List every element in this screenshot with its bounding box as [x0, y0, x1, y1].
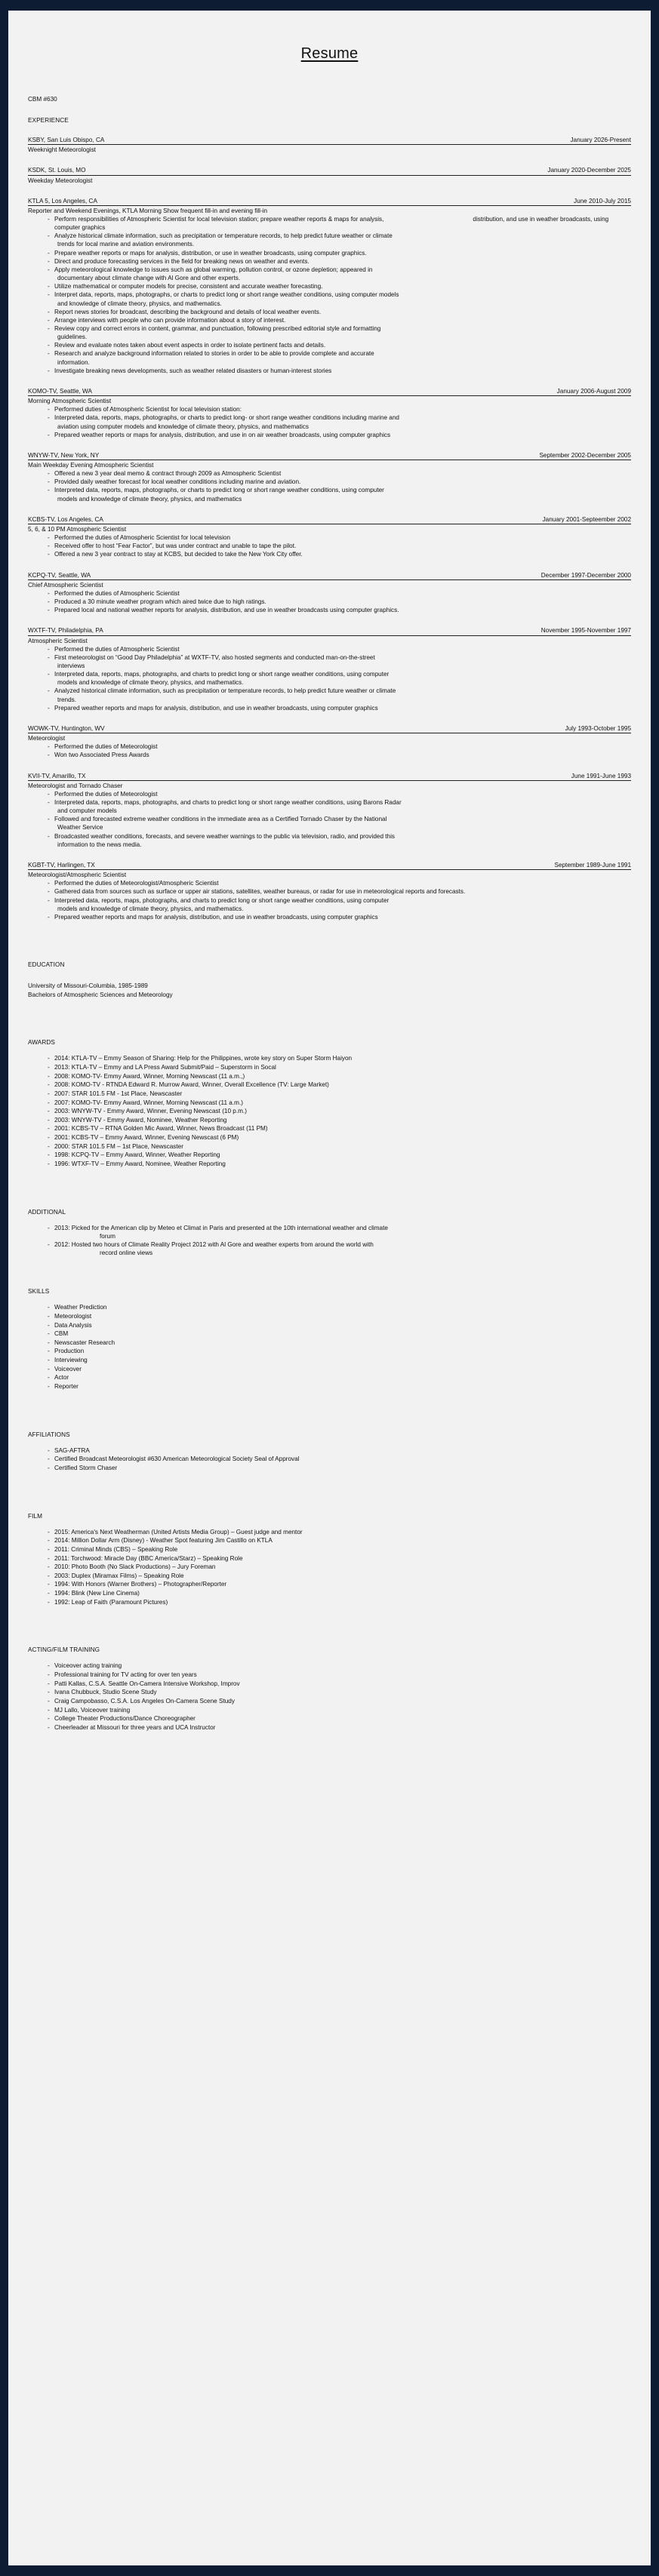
experience-header	[28, 773, 631, 781]
bullet-text: Offered a new 3 year contract to stay at KCBS, but decided to take the New York City offer.	[54, 551, 303, 558]
award-item: - 2014: KTLA-TV – Emmy Season of Sharing: Help for the Philippines, wrote key story on Super Storm Haiyon	[48, 1054, 631, 1063]
job-bullet	[48, 832, 631, 849]
bullet-text: Followed and forecasted extreme weather conditions in the immediate area as a Certified Tornado Chaser by the National	[54, 816, 387, 823]
skill-item: - Data Analysis	[48, 1321, 631, 1330]
award-item: - 2007: KOMO-TV- Emmy Award, Winner, Morning Newscast (11 a.m.)	[48, 1099, 631, 1108]
job-bullet-list	[28, 589, 631, 614]
skill-item: - CBM	[48, 1329, 631, 1339]
job-bullet	[48, 542, 631, 550]
employment-dates: July 1993-October 1995	[565, 724, 631, 732]
experience-entry	[28, 452, 631, 503]
experience-entry	[28, 627, 631, 712]
job-title: Reporter and Weekend Evenings, KTLA Morning Show frequent fill-in and evening fill-in	[28, 207, 268, 214]
experience-header	[28, 862, 631, 870]
employment-dates: June 1991-June 1993	[571, 772, 631, 779]
job-bullet	[48, 645, 631, 653]
job-bullet-list	[28, 645, 631, 712]
job-bullet	[48, 249, 631, 257]
employment-dates: December 1997-December 2000	[540, 571, 631, 579]
job-bullet	[48, 349, 631, 366]
award-item: - 2008: KOMO-TV - RTNDA Edward R. Murrow Award, Winner, Overall Excellence (TV: Large Market)	[48, 1081, 631, 1090]
experience-entry	[28, 572, 631, 615]
bullet-continuation: information.	[57, 358, 90, 366]
bullet-text: Performed the duties of Meteorologist/Atmospheric Scientist	[54, 880, 219, 887]
bullet-text: Received offer to host “Fear Factor”, but was under contract and unable to tape the pilot.	[54, 543, 297, 550]
skill-item: - Reporter	[48, 1382, 631, 1391]
experience-header	[28, 198, 631, 206]
job-title: Atmospheric Scientist	[28, 637, 88, 644]
bullet-text: Interpreted data, reports, maps, photographs, or charts to predict long or short range weather conditions, using computer	[54, 487, 384, 494]
employment-dates: September 2002-December 2005	[539, 451, 631, 459]
bullet-continuation: guidelines.	[57, 334, 88, 341]
bullet-text: Gathered data from sources such as surface or upper air stations, satellites, weather bureaus, or radar for use in meteorological reports and forecasts.	[54, 888, 466, 896]
job-bullet	[48, 670, 631, 687]
employer-name: KCBS-TV, Los Angeles, CA	[28, 515, 103, 523]
job-title: Main Weekday Evening Atmospheric Scientist	[28, 462, 154, 469]
film-item: - 2011: Torchwood: Miracle Day (BBC America/Starz) – Speaking Role	[48, 1554, 631, 1563]
additional-text: 2012: Hosted two hours of Climate Reality Project 2012 with Al Gore and weather experts from around the world with	[54, 1240, 374, 1248]
award-item: - 1996: WTXF-TV – Emmy Award, Nominee, Weather Reporting	[48, 1160, 631, 1169]
bullet-text: Arrange interviews with people who can provide information about a story of interest.	[54, 316, 286, 324]
award-item: - 2000: STAR 101.5 FM – 1st Place, Newscaster	[48, 1142, 631, 1151]
affiliation-item: - Certified Broadcast Meteorologist #630 American Meteorological Society Seal of Approval	[48, 1455, 631, 1464]
skill-item: - Newscaster Research	[48, 1339, 631, 1348]
education-block	[28, 982, 631, 999]
section-heading-affiliations: AFFILIATIONS	[28, 1431, 70, 1438]
bullet-text: Interpreted data, reports, maps, photographs, or charts to predict long- or short range weather conditions including marine and	[54, 414, 399, 422]
job-bullet	[48, 790, 631, 798]
job-bullet	[48, 316, 631, 324]
bullet-continuation: models and knowledge of climate theory, physics, and mathematics	[57, 495, 242, 503]
award-item: - 2001: KCBS-TV – RTNA Golden Mic Award, Winner, News Broadcast (11 PM)	[48, 1124, 631, 1133]
experience-entry	[28, 198, 631, 375]
additional-text: 2013: Picked for the American clip by Meteo et Climat in Paris and presented at the 10th international weather and climate	[54, 1224, 388, 1231]
page-title-text: Resume	[300, 45, 359, 62]
film-item: - 2003: Duplex (Miramax Films) – Speaking Role	[48, 1572, 631, 1581]
experience-header	[28, 516, 631, 524]
employer-name: KSDK, St. Louis, MO	[28, 167, 86, 174]
additional-continuation: record online views	[100, 1250, 153, 1257]
skill-item: - Weather Prediction	[48, 1303, 631, 1312]
skill-item: - Interviewing	[48, 1356, 631, 1365]
experience-header	[28, 627, 631, 635]
skill-item: - Meteorologist	[48, 1312, 631, 1321]
job-title: 5, 6, & 10 PM Atmospheric Scientist	[28, 526, 127, 533]
job-title: Morning Atmospheric Scientist	[28, 398, 112, 405]
employer-name: KTLA 5, Los Angeles, CA	[28, 197, 97, 204]
experience-entry	[28, 773, 631, 849]
experience-list	[28, 137, 631, 921]
job-bullet-list	[28, 879, 631, 921]
acting-training-item: - Voiceover acting training	[48, 1661, 631, 1671]
job-bullet	[48, 704, 631, 712]
employment-dates: January 2020-December 2025	[547, 167, 631, 174]
bullet-text: Utilize mathematical or computer models for precise, consistent and accurate weather forecasting.	[54, 283, 323, 290]
experience-header	[28, 725, 631, 733]
bullet-text: First meteorologist on “Good Day Philadelphia” at WXTF-TV, also hosted segments and conducted man-on-the-street	[54, 653, 375, 661]
experience-header	[28, 388, 631, 396]
job-bullet	[48, 751, 631, 759]
bullet-text: Interpreted data, reports, maps, photographs, and charts to predict long or short range weather conditions, using computer	[54, 896, 390, 904]
employer-name: WXTF-TV, Philadelphia, PA	[28, 627, 103, 635]
experience-entry	[28, 862, 631, 921]
acting-training-item: - Professional training for TV acting for over ten years	[48, 1671, 631, 1680]
job-bullet	[48, 257, 631, 266]
bullet-text: Apply meteorological knowledge to issues such as global warming, pollution control, or ozone depletion; appeared in	[54, 266, 373, 273]
employment-dates: June 2010-July 2015	[573, 197, 631, 204]
bullet-text: Prepared weather reports and maps for analysis, distribution, and use in weather broadcasts, using computer graphics	[54, 913, 378, 921]
section-heading-skills: SKILLS	[28, 1288, 50, 1296]
bullet-continuation: interviews	[57, 662, 85, 669]
awards-list	[28, 1054, 631, 1168]
film-list	[28, 1528, 631, 1607]
experience-entry	[28, 167, 631, 184]
additional-list	[28, 1224, 631, 1258]
job-bullet-list	[28, 790, 631, 849]
award-item: - 2003: WNYW-TV - Emmy Award, Winner, Evening Newscast (10 p.m.)	[48, 1107, 631, 1116]
experience-header	[28, 572, 631, 580]
job-bullet-list	[28, 215, 631, 375]
employer-name: KOMO-TV, Seattle, WA	[28, 387, 92, 395]
job-bullet	[48, 887, 631, 896]
job-title: Chief Atmospheric Scientist	[28, 581, 103, 589]
award-item: - 2008: KOMO-TV- Emmy Award, Winner, Morning Newscast (11 a.m.,)	[48, 1072, 631, 1081]
bullet-text: Prepared weather reports or maps for analysis, distribution, and use in on air weather broadcasts, using computer graphics	[54, 431, 391, 438]
acting-training-item: - College Theater Productions/Dance Choreographer	[48, 1714, 631, 1723]
film-item: - 1992: Leap of Faith (Paramount Pictures)	[48, 1598, 631, 1607]
job-bullet	[48, 815, 631, 832]
bullet-text: Analyzed historical climate information, such as precipitation or temperature records, to help predict future weather or climate	[54, 687, 396, 695]
bullet-text: Prepare weather reports or maps for analysis, distribution, or use in weather broadcasts, using computer graphics.	[54, 249, 367, 257]
job-bullet	[48, 653, 631, 670]
job-bullet	[48, 232, 631, 248]
experience-entry	[28, 725, 631, 760]
bullet-continuation: distribution, and use in weather broadcasts, using computer graphics	[54, 215, 609, 232]
job-title: Weekday Meteorologist	[28, 177, 93, 184]
bullet-text: Performed the duties of Atmospheric Scientist for local television	[54, 534, 230, 542]
job-bullet	[48, 533, 631, 542]
bullet-text: Offered a new 3 year deal memo & contract through 2009 as Atmospheric Scientist	[54, 470, 282, 478]
employer-name: KCPQ-TV, Seattle, WA	[28, 571, 91, 579]
experience-header	[28, 167, 631, 175]
bullet-text: Performed the duties of Meteorologist	[54, 790, 158, 798]
employer-name: KSBY, San Luis Obispo, CA	[28, 137, 105, 143]
award-item: - 2007: STAR 101.5 FM - 1st Place, Newscaster	[48, 1090, 631, 1099]
job-title: Meteorologist/Atmospheric Scientist	[28, 871, 127, 879]
employer-name: KGBT-TV, Harlingen, TX	[28, 861, 95, 868]
affiliation-item: - Certified Storm Chaser	[48, 1464, 631, 1473]
bullet-text: Perform responsibilities of Atmospheric Scientist for local television station; prepare weather reports & maps for analysis,	[54, 215, 384, 223]
job-title: Weeknight Meteorologist	[28, 146, 96, 154]
job-bullet-list	[28, 469, 631, 503]
employment-dates: November 1995-November 1997	[540, 627, 631, 635]
section-heading-experience: EXPERIENCE	[28, 117, 69, 124]
job-bullet	[48, 431, 631, 439]
job-bullet	[48, 215, 631, 232]
film-item: - 2010: Photo Booth (No Slack Productions) – Jury Foreman	[48, 1563, 631, 1572]
job-bullet	[48, 896, 631, 913]
job-bullet	[48, 469, 631, 478]
acting-training-item: - Ivana Chubbuck, Studio Scene Study	[48, 1688, 631, 1697]
bullet-continuation: documentary about climate change with Al Gore and other experts.	[57, 275, 241, 282]
bullet-continuation: and computer models	[57, 807, 117, 815]
employer-name: WOWK-TV, Huntington, WV	[28, 724, 105, 732]
cbm-number: CBM #630	[28, 96, 57, 103]
job-bullet	[48, 405, 631, 413]
bullet-continuation: models and knowledge of climate theory, physics, and mathematics.	[57, 905, 244, 912]
additional-item	[48, 1224, 631, 1240]
job-bullet	[48, 879, 631, 887]
bullet-text: Interpret data, reports, maps, photographs, or charts to predict long or short range weather conditions, using computer models	[54, 291, 399, 299]
bullet-continuation: trends for local marine and aviation environments.	[57, 241, 195, 248]
employer-name: WNYW-TV, New York, NY	[28, 451, 100, 459]
bullet-text: Investigate breaking news developments, such as weather related disasters or human-interest stories	[54, 367, 332, 374]
bullet-continuation: aviation using computer models and knowledge of climate theory, physics, and mathematics	[57, 423, 309, 430]
job-bullet	[48, 606, 631, 614]
job-bullet	[48, 478, 631, 486]
job-bullet	[48, 413, 631, 430]
job-bullet	[48, 742, 631, 751]
film-item: - 2015: America's Next Weatherman (United Artists Media Group) – Guest judge and mentor	[48, 1528, 631, 1537]
experience-header	[28, 137, 631, 145]
section-heading-awards: AWARDS	[28, 1039, 55, 1047]
film-item: - 2011: Criminal Minds (CBS) – Speaking Role	[48, 1545, 631, 1554]
job-bullet	[48, 589, 631, 598]
job-bullet	[48, 798, 631, 815]
bullet-continuation: and knowledge of climate theory, physics, and mathematics.	[57, 300, 222, 307]
bullet-text: Interpreted data, reports, maps, photographs, and charts to predict long or short range weather conditions, using Barons Radar	[54, 799, 402, 806]
bullet-text: Prepared weather reports and maps for analysis, distribution, and use in weather broadcasts, using computer graphics	[54, 704, 378, 712]
employment-dates: January 2006-August 2009	[556, 387, 631, 395]
section-heading-education: EDUCATION	[28, 961, 65, 969]
job-bullet	[48, 550, 631, 558]
award-item: - 2013: KTLA-TV – Emmy and LA Press Award Submit/Paid – Superstorm in Socal	[48, 1063, 631, 1072]
bullet-text: Performed duties of Atmospheric Scientist for local television station:	[54, 406, 242, 413]
experience-entry	[28, 516, 631, 559]
bullet-text: Performed the duties of Atmospheric Scientist	[54, 589, 180, 597]
job-bullet	[48, 282, 631, 290]
job-bullet	[48, 341, 631, 349]
skill-item: - Voiceover	[48, 1365, 631, 1374]
bullet-continuation: information to the news media.	[57, 841, 142, 848]
award-item: - 1998: KCPQ-TV – Emmy Award, Winner, Weather Reporting	[48, 1151, 631, 1160]
section-heading-additional: ADDITIONAL	[28, 1208, 66, 1216]
job-bullet	[48, 324, 631, 341]
film-item: - 2014: Million Dollar Arm (Disney) - Weather Spot featuring Jim Castillo on KTLA	[48, 1536, 631, 1545]
bullet-continuation: Weather Service	[57, 824, 103, 832]
bullet-text: Report news stories for broadcast, describing the background and details of local weather events.	[54, 308, 322, 315]
section-heading-acting-training: ACTING/FILM TRAINING	[28, 1646, 100, 1654]
acting-training-list	[28, 1661, 631, 1732]
employment-dates: January 2026-Present	[570, 137, 631, 143]
award-item: - 2003: WNYW-TV - Emmy Award, Nominee, Weather Reporting	[48, 1116, 631, 1125]
bullet-continuation: models and knowledge of climate theory, physics, and mathematics.	[57, 679, 244, 687]
employment-dates: January 2001-Septeember 2002	[542, 515, 631, 523]
bullet-text: Produced a 30 minute weather program which aired twice due to high ratings.	[54, 598, 266, 606]
acting-training-item: - Patti Kallas, C.S.A. Seattle On-Camera Intensive Workshop, Improv	[48, 1680, 631, 1689]
resume-page	[8, 11, 651, 2565]
job-bullet	[48, 687, 631, 703]
affiliations-list	[28, 1446, 631, 1473]
film-item: - 1994: Blink (New Line Cinema)	[48, 1589, 631, 1598]
education-school: University of Missouri-Columbia, 1985-1989	[28, 982, 148, 990]
additional-continuation: forum	[100, 1232, 115, 1240]
section-heading-film: FILM	[28, 1512, 43, 1520]
bullet-text: Interpreted data, reports, maps, photographs, and charts to predict long or short range weather conditions, using computer	[54, 671, 390, 678]
bullet-text: Broadcasted weather conditions, forecasts, and severe weather warnings to the public via television, radio, and provided this	[54, 832, 396, 840]
bullet-text: Performed the duties of Atmospheric Scientist	[54, 645, 180, 653]
affiliation-item: - SAG-AFTRA	[48, 1446, 631, 1456]
job-bullet	[48, 486, 631, 503]
experience-header	[28, 452, 631, 460]
job-bullet-list	[28, 742, 631, 759]
bullet-text: Prepared local and national weather reports for analysis, distribution, and use in weather broadcasts using computer graphics.	[54, 607, 399, 614]
bullet-continuation: trends.	[57, 696, 77, 703]
skills-list	[28, 1303, 631, 1391]
film-item: - 1994: With Honors (Warner Brothers) – Photographer/Reporter	[48, 1580, 631, 1589]
job-bullet	[48, 290, 631, 307]
job-bullet-list	[28, 405, 631, 439]
experience-entry	[28, 388, 631, 439]
bullet-text: Provided daily weather forecast for local weather conditions including marine and aviation.	[54, 478, 301, 486]
employer-name: KVII-TV, Amarillo, TX	[28, 772, 86, 779]
bullet-text: Research and analyze background information related to stories in order to be able to provide complete and accurate	[54, 350, 374, 358]
acting-training-item: - Cheerleader at Missouri for three years and UCA Instructor	[48, 1723, 631, 1732]
bullet-text: Won two Associated Press Awards	[54, 752, 149, 759]
skill-item: - Production	[48, 1347, 631, 1356]
bullet-text: Review and evaluate notes taken about event aspects in order to isolate pertinent facts and details.	[54, 342, 326, 349]
bullet-text: Review copy and correct errors in content, grammar, and punctuation, following prescribed editorial style and formatting	[54, 324, 381, 332]
bullet-text: Analyze historical climate information, such as precipitation or temperature records, to help predict future weather or climate	[54, 232, 393, 240]
award-item: - 2001: KCBS-TV – Emmy Award, Winner, Evening Newscast (6 PM)	[48, 1133, 631, 1142]
experience-entry	[28, 137, 631, 154]
job-bullet	[48, 308, 631, 316]
job-bullet	[48, 598, 631, 606]
education-degree: Bachelors of Atmospheric Sciences and Meteorology	[28, 991, 173, 998]
skill-item: - Actor	[48, 1373, 631, 1382]
job-title: Meteorologist	[28, 735, 66, 742]
job-title: Meteorologist and Tornado Chaser	[28, 782, 123, 789]
acting-training-item: - MJ Lallo, Voiceover training	[48, 1706, 631, 1715]
job-bullet-list	[28, 533, 631, 558]
employment-dates: September 1989-June 1991	[554, 861, 631, 868]
acting-training-item: - Craig Campobasso, C.S.A. Los Angeles On-Camera Scene Study	[48, 1697, 631, 1706]
bullet-text: Direct and produce forecasting services in the field for breaking news on weather and events.	[54, 257, 309, 265]
page-title	[28, 45, 631, 63]
job-bullet	[48, 266, 631, 282]
job-bullet	[48, 367, 631, 375]
job-bullet	[48, 913, 631, 921]
bullet-text: Performed the duties of Meteorologist	[54, 743, 158, 751]
additional-item	[48, 1240, 631, 1257]
